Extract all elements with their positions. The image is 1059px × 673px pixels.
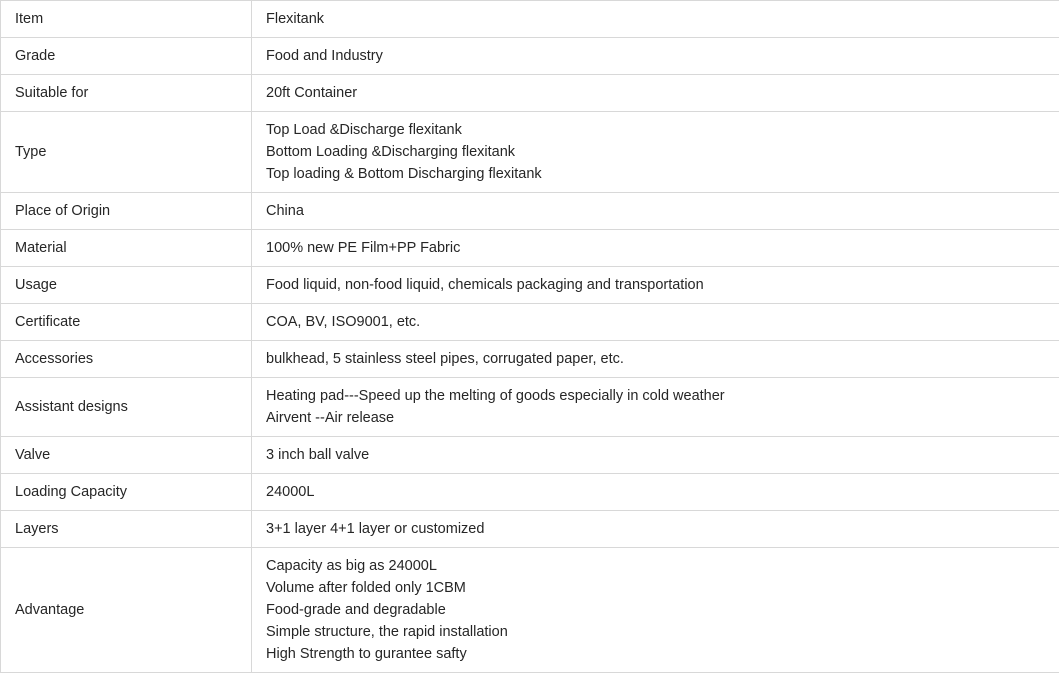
table-row-value xyxy=(252,304,1059,341)
table-row-value-line: High Strength to gurantee safty xyxy=(266,644,1059,664)
table-row-value xyxy=(252,378,1059,437)
table-row-value xyxy=(252,548,1059,673)
table-row xyxy=(1,112,1059,193)
table-row xyxy=(1,1,1059,38)
table-row-value-line: Food-grade and degradable xyxy=(266,600,1059,620)
table-row-label: Accessories xyxy=(1,341,252,378)
table-row-label: Type xyxy=(1,112,252,193)
table-row xyxy=(1,378,1059,437)
table-row xyxy=(1,38,1059,75)
table-row-value-line: bulkhead, 5 stainless steel pipes, corrugated paper, etc. xyxy=(266,349,1059,369)
table-row-value-line: 100% new PE Film+PP Fabric xyxy=(266,238,1059,258)
table-row xyxy=(1,75,1059,112)
table-row-label: Assistant designs xyxy=(1,378,252,437)
table-row-value-line: Food and Industry xyxy=(266,46,1059,66)
table-row-label: Layers xyxy=(1,511,252,548)
specification-table-body xyxy=(1,1,1059,673)
table-row-value xyxy=(252,437,1059,474)
table-row-label: Place of Origin xyxy=(1,193,252,230)
table-row-label: Suitable for xyxy=(1,75,252,112)
table-row-label: Certificate xyxy=(1,304,252,341)
table-row-value-line: Volume after folded only 1CBM xyxy=(266,578,1059,598)
table-row xyxy=(1,230,1059,267)
table-row-value-line: Bottom Loading &Discharging flexitank xyxy=(266,142,1059,162)
table-row xyxy=(1,193,1059,230)
table-row-label: Loading Capacity xyxy=(1,474,252,511)
table-row xyxy=(1,474,1059,511)
table-row-value xyxy=(252,75,1059,112)
table-row-value-line: Food liquid, non-food liquid, chemicals packaging and transportation xyxy=(266,275,1059,295)
table-row-value-line: 20ft Container xyxy=(266,83,1059,103)
table-row-value xyxy=(252,474,1059,511)
table-row-value-line: 24000L xyxy=(266,482,1059,502)
table-row-value xyxy=(252,38,1059,75)
table-row-value-line: Top loading & Bottom Discharging flexitank xyxy=(266,164,1059,184)
table-row-label: Valve xyxy=(1,437,252,474)
table-row-label: Material xyxy=(1,230,252,267)
table-row-value-line: Airvent --Air release xyxy=(266,408,1059,428)
table-row-value-line: 3+1 layer 4+1 layer or customized xyxy=(266,519,1059,539)
table-row-label: Usage xyxy=(1,267,252,304)
table-row-value xyxy=(252,341,1059,378)
table-row xyxy=(1,437,1059,474)
table-row-label: Item xyxy=(1,1,252,38)
table-row xyxy=(1,304,1059,341)
table-row-value xyxy=(252,1,1059,38)
table-row-value-line: Flexitank xyxy=(266,9,1059,29)
table-row-value xyxy=(252,267,1059,304)
table-row xyxy=(1,341,1059,378)
table-row-value-line: Heating pad---Speed up the melting of goods especially in cold weather xyxy=(266,386,1059,406)
table-row-label: Advantage xyxy=(1,548,252,673)
table-row-value xyxy=(252,230,1059,267)
table-row-value xyxy=(252,112,1059,193)
table-row-label: Grade xyxy=(1,38,252,75)
table-row-value-line: China xyxy=(266,201,1059,221)
table-row-value-line: Simple structure, the rapid installation xyxy=(266,622,1059,642)
table-row-value-line: Capacity as big as 24000L xyxy=(266,556,1059,576)
table-row-value-line: COA, BV, ISO9001, etc. xyxy=(266,312,1059,332)
table-row xyxy=(1,548,1059,673)
table-row-value xyxy=(252,193,1059,230)
table-row-value-line: 3 inch ball valve xyxy=(266,445,1059,465)
table-row-value xyxy=(252,511,1059,548)
table-row xyxy=(1,511,1059,548)
table-row xyxy=(1,267,1059,304)
table-row-value-line: Top Load &Discharge flexitank xyxy=(266,120,1059,140)
